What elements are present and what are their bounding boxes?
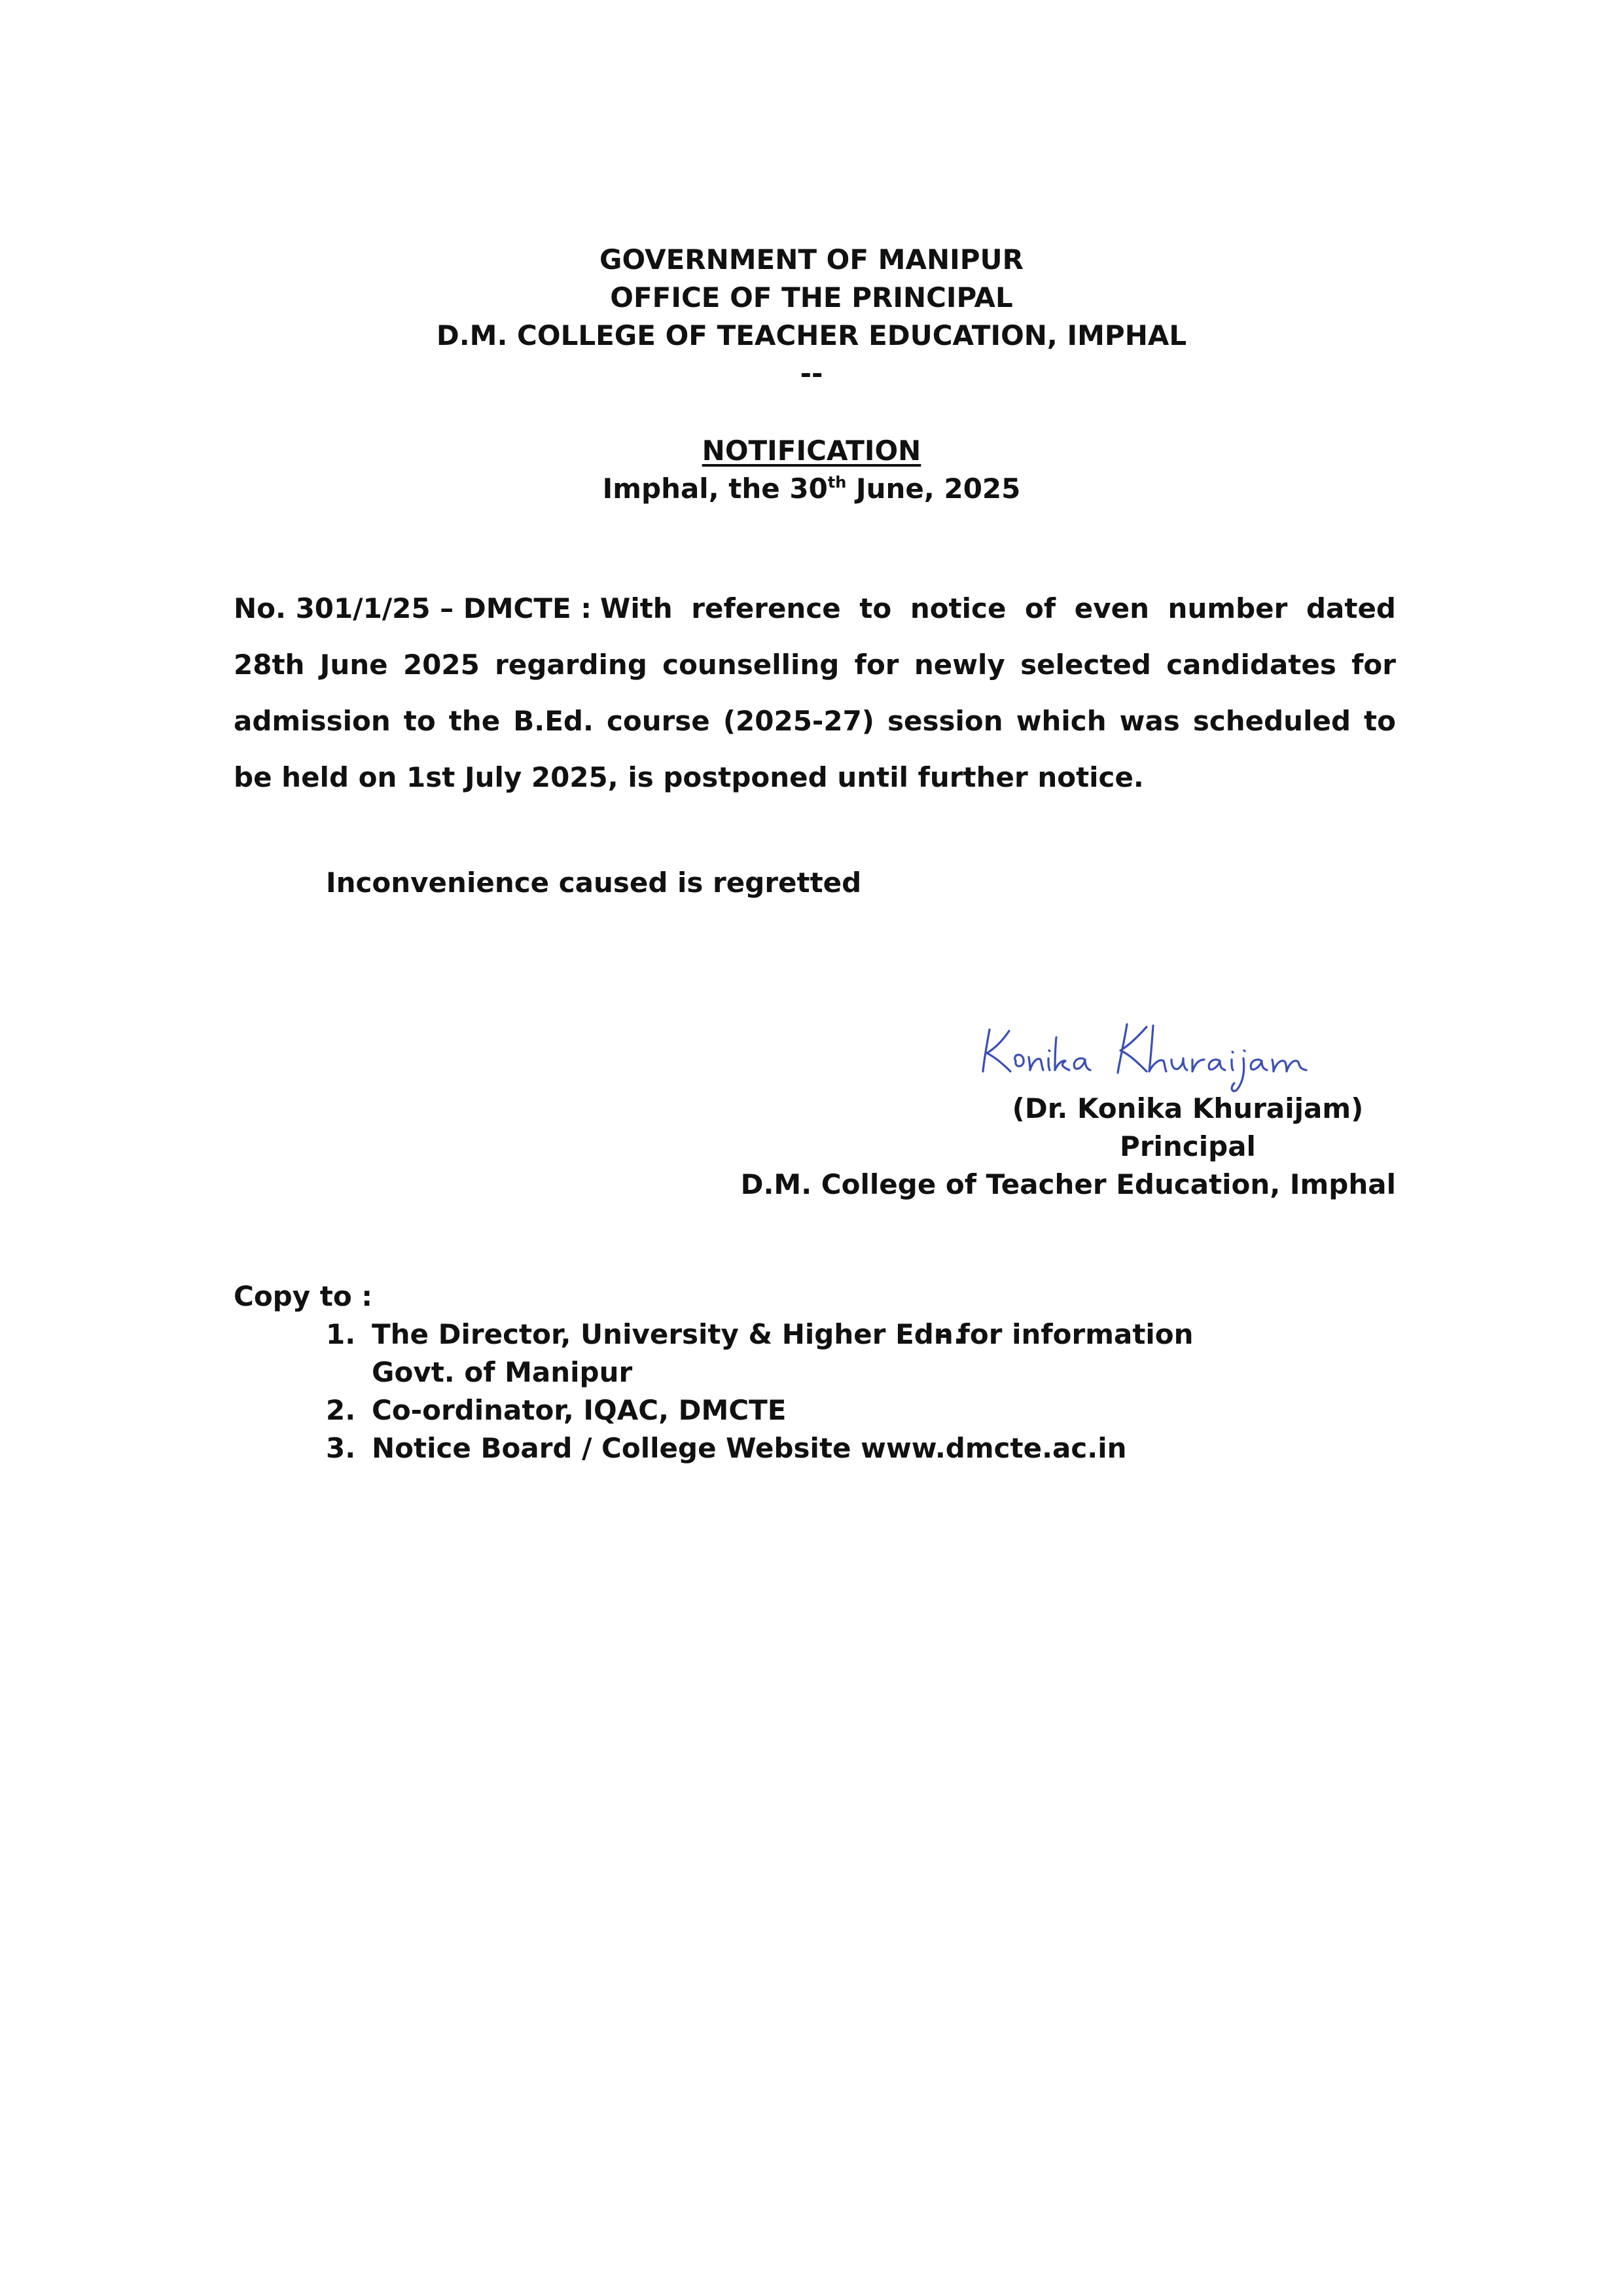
notice-text: With reference to notice of even number dated 28th June 2025 regarding counselling for newly selected candidates for admission to the B.Ed. course (2025-27) session which was scheduled to be held on 1st July 2025, is postponed until further notice. (234, 592, 1396, 793)
list-item-note: – for information (935, 1318, 1194, 1350)
list-item-number: 3. (326, 1432, 356, 1464)
signature-image (975, 1011, 1315, 1096)
date-superscript: th (827, 473, 847, 492)
letterhead (0, 241, 1623, 393)
list-item-text: Co-ordinator, IQAC, DMCTE (372, 1394, 787, 1426)
reference-number: No. 301/1/25 – DMCTE : (234, 592, 592, 624)
notification-title: NOTIFICATION (702, 435, 921, 467)
notification-date (0, 470, 1623, 508)
list-item-number: 1. (326, 1318, 356, 1350)
copy-to-heading: Copy to : (234, 1280, 373, 1312)
list-item-subtext: Govt. of Manipur (372, 1356, 633, 1388)
header-separator: -- (800, 357, 823, 389)
signatory-designation: Principal (1120, 1130, 1256, 1162)
date-prefix: Imphal, the 30 (602, 473, 828, 505)
list-item-number: 2. (326, 1394, 356, 1426)
college-title: D.M. COLLEGE OF TEACHER EDUCATION, IMPHAL (436, 319, 1187, 351)
date-suffix: June, 2025 (846, 473, 1021, 505)
regret-line: Inconvenience caused is regretted (326, 867, 862, 899)
signatory-name: (Dr. Konika Khuraijam) (1012, 1092, 1364, 1124)
signatory-institution: D.M. College of Teacher Education, Imphal (740, 1168, 1396, 1200)
notification-heading (0, 432, 1623, 508)
office-title: OFFICE OF THE PRINCIPAL (610, 281, 1013, 314)
list-item-text: Notice Board / College Website www.dmcte.ac.in (372, 1432, 1127, 1464)
notice-body (234, 581, 1396, 806)
list-item-text: The Director, University & Higher Edn. (372, 1318, 964, 1350)
govt-title: GOVERNMENT OF MANIPUR (599, 243, 1024, 276)
